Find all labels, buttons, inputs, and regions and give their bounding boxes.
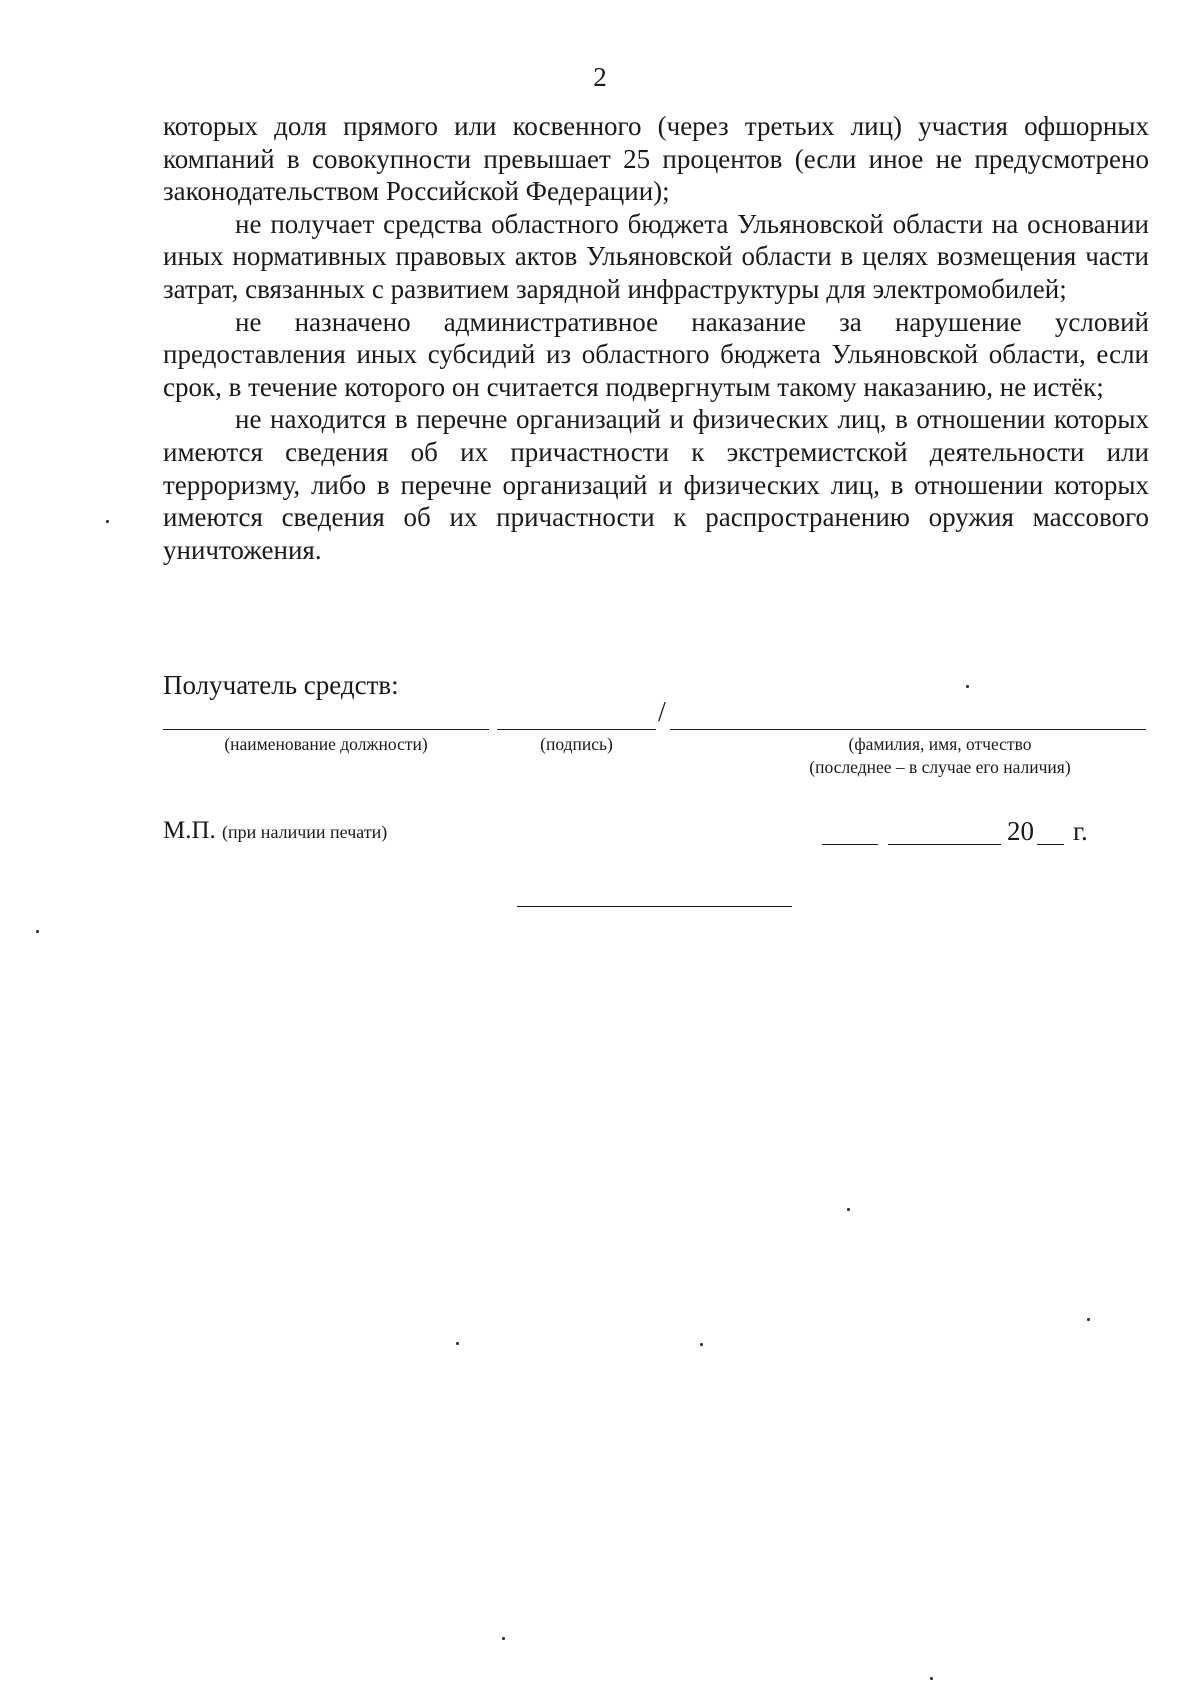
signature-separator: / bbox=[658, 697, 666, 728]
scan-speck bbox=[930, 1677, 933, 1680]
scan-speck bbox=[1087, 1318, 1090, 1321]
paragraph-offshore-share: которых доля прямого или косвенного (через третьих лиц) участия офшорных компаний в совокупности превышает 25 процентов (если иное не предусмотрено законодательством Российской Федерации); bbox=[163, 111, 1149, 207]
signature-line bbox=[497, 729, 656, 730]
paragraph-no-administrative-penalty: не назначено административное наказание за нарушение условий предоставления иных субсидий из областного бюджета Ульяновской области, если срок, в течение которого он считается подвергнутым такому наказанию, не истёк; bbox=[163, 306, 1149, 402]
date-day-blank bbox=[822, 844, 878, 845]
date-year-suffix: г. bbox=[1073, 816, 1088, 846]
stamp-placeholder bbox=[163, 815, 387, 848]
caption-signature: (подпись) bbox=[540, 734, 613, 754]
caption-full-name-line1: (фамилия, имя, отчество bbox=[848, 734, 1032, 754]
scan-speck bbox=[847, 1208, 850, 1211]
scan-speck bbox=[36, 930, 39, 933]
recipient-label: Получатель средств: bbox=[163, 670, 399, 700]
scan-speck bbox=[700, 1343, 703, 1346]
position-signature-line bbox=[163, 729, 489, 730]
full-name-line bbox=[670, 729, 1146, 730]
document-body bbox=[163, 110, 1149, 566]
date-year-prefix: 20 bbox=[1007, 816, 1034, 846]
caption-position: (наименование должности) bbox=[224, 734, 428, 754]
stamp-label: М.П. bbox=[163, 817, 216, 844]
stamp-note: (при наличии печати) bbox=[222, 822, 388, 842]
caption-full-name-line2: (последнее – в случае его наличия) bbox=[809, 757, 1071, 777]
scan-speck bbox=[502, 1637, 505, 1640]
date-month-blank bbox=[888, 844, 1001, 845]
scan-speck bbox=[106, 520, 109, 523]
paragraph-not-in-extremism-list: не находится в перечне организаций и физических лиц, в отношении которых имеются сведения об их причастности к экстремистской деятельности или терроризму, либо в перечне организаций и физических лиц, в отношении которых имеются сведения об их причастности к распространению оружия массового уничтожения. bbox=[163, 404, 1149, 565]
scan-speck bbox=[456, 1342, 459, 1345]
caption-full-name bbox=[740, 733, 1140, 779]
end-of-document-rule bbox=[517, 906, 792, 907]
scan-speck bbox=[966, 685, 969, 688]
paragraph-no-other-budget-funds: не получает средства областного бюджета Ульяновской области на основании иных нормативных правовых актов Ульяновской области в целях возмещения части затрат, связанных с развитием зарядной инфраструктуры для электромобилей; bbox=[163, 208, 1149, 304]
page-number: 2 bbox=[593, 62, 607, 92]
date-year-blank bbox=[1037, 844, 1064, 845]
